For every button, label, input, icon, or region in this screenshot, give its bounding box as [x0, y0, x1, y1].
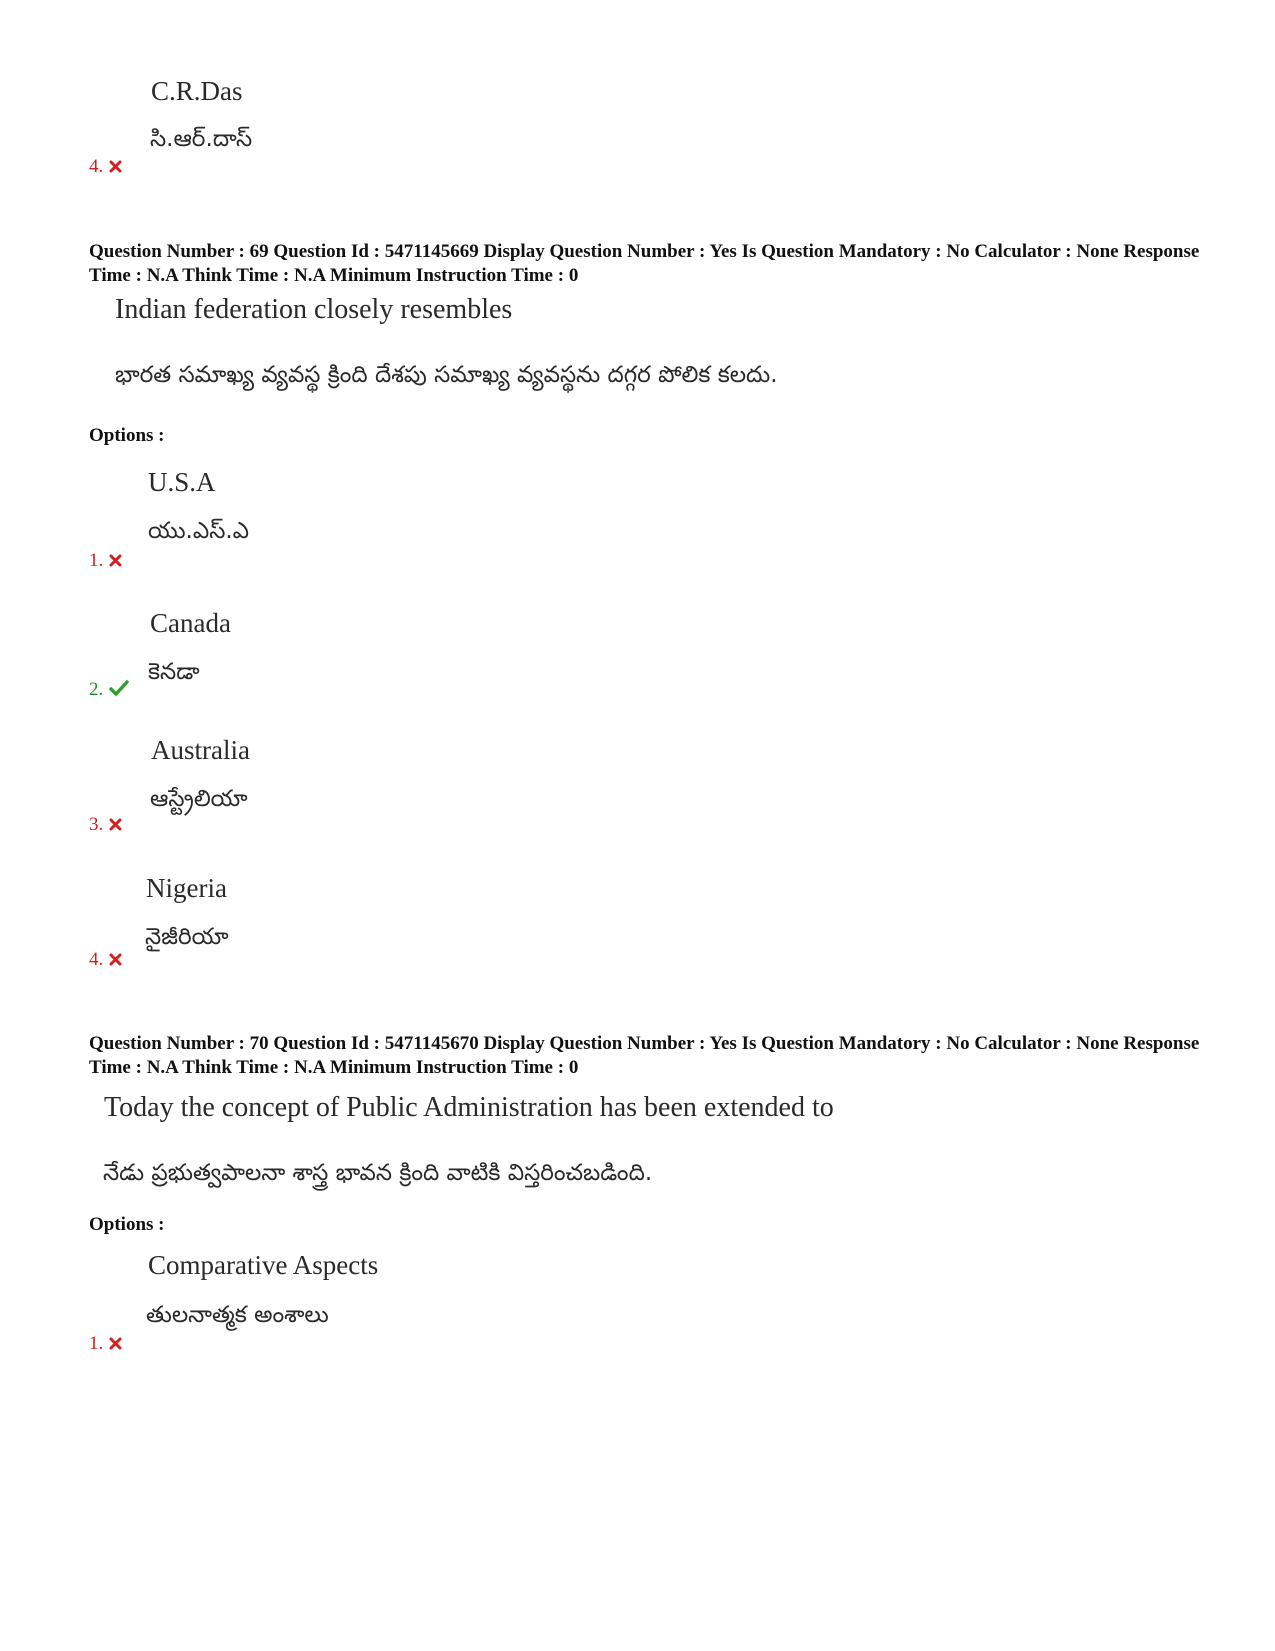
question-70-telugu: నేడు ప్రభుత్వపాలనా శాస్త్ర భావన క్రింది వాటికి విస్తరించబడింది. — [103, 1160, 653, 1186]
question-70-options-label: Options : — [89, 1214, 165, 1235]
cross-icon — [109, 157, 122, 179]
q69-option-2-english: Canada — [150, 608, 231, 638]
check-icon — [109, 680, 129, 702]
q69-option-2-telugu: కెనడా — [148, 659, 200, 685]
q69-option-1-english: U.S.A — [148, 467, 216, 497]
q69-option-3-english: Australia — [151, 735, 250, 765]
prev-option-4-telugu: సి.ఆర్.దాస్ — [150, 126, 253, 152]
q69-option-1-marker — [89, 550, 122, 573]
option-number: 4. — [89, 949, 104, 970]
cross-icon — [109, 815, 122, 837]
option-number: 3. — [89, 814, 104, 835]
prev-option-4-marker — [89, 156, 122, 179]
q70-option-1-marker — [89, 1333, 122, 1356]
q70-option-1-telugu: తులనాత్మక అంశాలు — [146, 1302, 329, 1328]
q69-option-3-marker — [89, 814, 122, 837]
question-69-options-label: Options : — [89, 425, 165, 446]
question-70-header: Question Number : 70 Question Id : 5471145670 Display Question Number : Yes Is Question Mandatory : No Calculator : None Response Time : N.A Think Time : N.A Minimum Instruction Time : 0 — [89, 1033, 1200, 1078]
option-number: 2. — [89, 679, 104, 700]
q69-option-4-marker — [89, 949, 122, 972]
q70-option-1-english: Comparative Aspects — [148, 1250, 379, 1280]
q69-option-1-telugu: యు.ఎస్.ఎ — [148, 518, 250, 544]
q69-option-2-marker — [89, 679, 129, 702]
option-number: 1. — [89, 1333, 104, 1354]
cross-icon — [109, 1334, 122, 1356]
option-number: 4. — [89, 156, 104, 177]
cross-icon — [109, 950, 122, 972]
prev-option-4-english: C.R.Das — [151, 76, 243, 106]
q69-option-4-english: Nigeria — [146, 873, 227, 903]
question-70-english: Today the concept of Public Administration has been extended to — [104, 1092, 834, 1123]
question-69-telugu: భారత సమాఖ్య వ్యవస్థ క్రింది దేశపు సమాఖ్య వ్యవస్థను దగ్గర పోలిక కలదు. — [115, 362, 778, 388]
cross-icon — [109, 551, 122, 573]
q69-option-4-telugu: నైజీరియా — [145, 924, 229, 950]
q69-option-3-telugu: ఆస్ట్రేలియా — [150, 786, 248, 812]
question-69-header: Question Number : 69 Question Id : 5471145669 Display Question Number : Yes Is Question Mandatory : No Calculator : None Response Time : N.A Think Time : N.A Minimum Instruction Time : 0 — [89, 241, 1200, 286]
question-69-english: Indian federation closely resembles — [115, 294, 513, 325]
option-number: 1. — [89, 550, 104, 571]
